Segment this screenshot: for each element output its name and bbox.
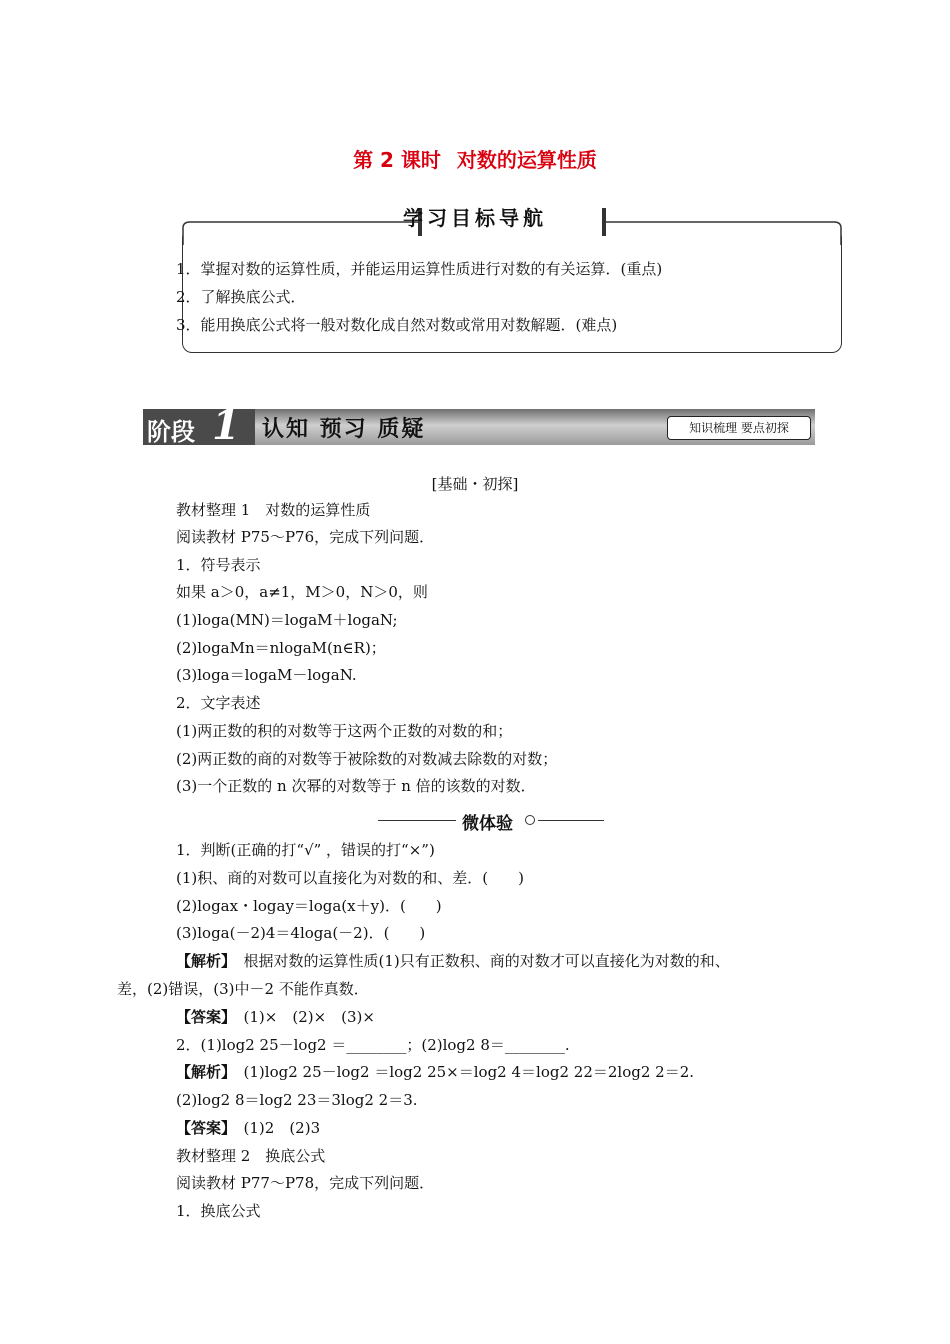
analysis-1-line2: 差，(2)错误，(3)中－2 不能作真数． <box>117 980 369 998</box>
analysis-2-line1: (1)log2 25－log2 ＝log2 25×＝log2 4＝log2 22＝2log2 2＝2. <box>243 1063 695 1081</box>
circle-icon <box>525 815 535 825</box>
analysis-2 <box>176 1058 694 1086</box>
page-title <box>0 144 950 173</box>
material2-read: 阅读教材 P77～P78，完成下列问题． <box>176 1174 435 1192</box>
title-topic: 对数的运算性质 <box>456 148 597 172</box>
goal-heading: 学习目标导航 <box>403 206 547 230</box>
answer-label: 【答案】 <box>176 1119 229 1137</box>
mini-rule-left <box>378 820 456 821</box>
question-1c: (3)loga(－2)4＝4loga(－2)．( ) <box>176 924 426 942</box>
mini-heading: 微体验 <box>462 814 513 834</box>
material1-sub2: 2．文字表述 <box>176 694 261 712</box>
goal-item-1: 1．掌握对数的运算性质，并能运用运算性质进行对数的有关运算．(重点) <box>176 260 663 278</box>
formula-1: (1)loga(MN)＝logaM＋logaN; <box>176 611 398 629</box>
stage-number: 1 <box>212 402 240 449</box>
stage-tag: 知识梳理 要点初探 <box>667 416 811 440</box>
section-tag: [基础・初探] <box>431 475 519 493</box>
analysis-label: 【解析】 <box>176 1063 229 1081</box>
goal-item-3: 3．能用换底公式将一般对数化成自然对数或常用对数解题．(难点) <box>176 316 618 334</box>
text-2: (2)两正数的商的对数等于被除数的对数减去除数的对数； <box>176 750 558 768</box>
material1-read: 阅读教材 P75～P76，完成下列问题． <box>176 528 435 546</box>
question-2: 2．(1)log2 25－log2 ＝________；(2)log2 8＝________. <box>176 1036 570 1054</box>
stage-name: 认知 预习 质疑 <box>262 417 426 442</box>
formula-2: (2)logaMn＝nlogaM(n∈R)； <box>176 639 386 657</box>
stage-label: 阶段 <box>147 418 195 446</box>
material1-sub1: 1．符号表示 <box>176 556 261 574</box>
formula-3: (3)loga＝logaM－logaN. <box>176 666 357 684</box>
material2-sub1: 1．换底公式 <box>176 1202 261 1220</box>
question-1b: (2)logax・logay＝loga(x＋y)．( ) <box>176 897 442 915</box>
answer-1-value: (1)× (2)× (3)× <box>243 1008 375 1026</box>
goal-item-2: 2．了解换底公式． <box>176 288 306 306</box>
question-1: 1．判断(正确的打“√” ，错误的打“×”) <box>176 841 435 859</box>
answer-label: 【答案】 <box>176 1008 229 1026</box>
analysis-2-line2: (2)log2 8＝log2 23＝3log2 2＝3. <box>176 1091 418 1109</box>
text-1: (1)两正数的积的对数等于这两个正数的对数的和； <box>176 722 513 740</box>
answer-1 <box>176 1003 375 1031</box>
text-3: (3)一个正数的 n 次幂的对数等于 n 倍的该数的对数． <box>176 777 536 795</box>
answer-2-value: (1)2 (2)3 <box>243 1119 321 1137</box>
analysis-1 <box>176 947 730 975</box>
material2-title: 教材整理 2 换底公式 <box>176 1147 326 1165</box>
answer-2 <box>176 1114 320 1142</box>
question-1a: (1)积、商的对数可以直接化为对数的和、差．( ) <box>176 869 524 887</box>
analysis-label: 【解析】 <box>176 952 229 970</box>
title-lesson: 第 2 课时 <box>353 148 441 172</box>
material1-cond: 如果 a＞0，a≠1，M＞0，N＞0，则 <box>176 583 428 601</box>
mini-rule-right <box>538 820 604 821</box>
analysis-1-line1: 根据对数的运算性质(1)只有正数积、商的对数才可以直接化为对数的和、 <box>243 952 730 970</box>
material1-title: 教材整理 1 对数的运算性质 <box>176 501 371 519</box>
